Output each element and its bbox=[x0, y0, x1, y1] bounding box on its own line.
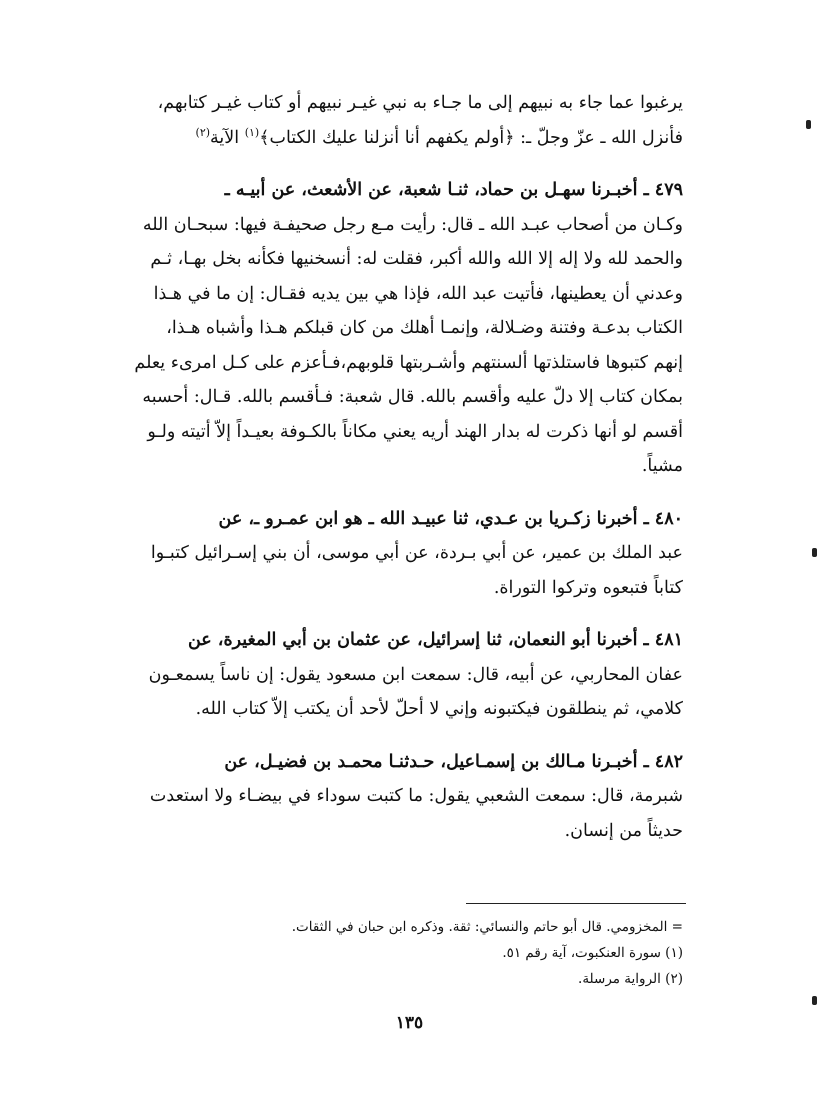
text-line: بمكان كتاب إلا دلّ عليه وأقسم بالله. قال شعبة: فـأقسم بالله. قـال: أحسبه bbox=[142, 387, 683, 407]
hadith-482 bbox=[78, 745, 683, 849]
scan-edge-mark bbox=[812, 548, 817, 557]
hadith-481-lead-text: ـ أخبرنا أبو النعمان، ثنا إسرائيل، عن عثمان بن أبي المغيرة، عن bbox=[187, 630, 649, 650]
text-line: وكـان من أصحاب عبـد الله ـ قال: رأيت مـع رجل صحيفـة فيها: سبحـان الله bbox=[142, 214, 683, 235]
text-line: عبد الملك بن عمير، عن أبي بـردة، عن أبي موسى، أن بني إسـرائيل كتبـوا bbox=[150, 543, 683, 563]
footnote-ref-1[interactable]: (١) bbox=[244, 125, 260, 139]
text-line: الكتاب بدعـة وفتنة وضـلالة، وإنمـا أهلك من كان قبلكم هـذا وأشباه هـذا، bbox=[166, 318, 683, 338]
intro-paragraph bbox=[78, 86, 683, 155]
intro-line-2-a: فأنزل الله ـ عزّ وجلّ ـ: ﴿أولم يكفهم أنا أنزلنا عليك الكتاب﴾ bbox=[259, 127, 683, 148]
hadith-number: ٤٨٢ bbox=[654, 751, 683, 772]
hadith-480-lead bbox=[78, 502, 683, 537]
hadith-480-lead-text: ـ أخبرنا زكـريا بن عـدي، ثنا عبيـد الله ـ هو ابن عمـرو ـ، عن bbox=[218, 508, 649, 529]
text-line: شبرمة، قال: سمعت الشعبي يقول: ما كتبت سوداء في بيضـاء ولا استعدت bbox=[149, 786, 683, 806]
footnote-2: (٢) الرواية مرسلة. bbox=[578, 971, 683, 987]
page-number: ١٣٥ bbox=[395, 1013, 424, 1033]
text-line: إنهم كتبوها فاستلذتها ألسنتهم وأشـربتها قلوبهم،فـأعزم على كـل امرىء يعلم bbox=[134, 352, 683, 373]
footnote-continuation: = المخزومي. قال أبو حاتم والنسائي: ثقة. وذكره ابن حبان في الثقات. bbox=[291, 919, 683, 935]
hadith-480 bbox=[78, 502, 683, 606]
text-line: مشياً. bbox=[641, 456, 683, 476]
scan-edge-mark bbox=[806, 120, 811, 129]
scan-edge-mark bbox=[812, 996, 817, 1005]
text-line: كتاباً فتبعوه وتركوا التوراة. bbox=[493, 577, 683, 598]
text-line: أقسم لو أنها ذكرت له بدار الهند أريه يعني مكاناً بالكـوفة بعيـداً إلاّ أتيته ولـو bbox=[147, 421, 683, 442]
footnotes bbox=[200, 914, 683, 992]
hadith-479-lead bbox=[78, 173, 683, 208]
hadith-482-lead-text: ـ أخبـرنا مـالك بن إسمـاعيل، حـدثنـا محمـد بن فضيـل، عن bbox=[224, 751, 649, 772]
main-text bbox=[78, 86, 683, 866]
intro-line-2 bbox=[78, 121, 683, 156]
intro-line-2-b: الآية bbox=[210, 127, 245, 148]
footnote-1: (١) سورة العنكبوت، آية رقم ٥١. bbox=[502, 945, 683, 961]
hadith-479 bbox=[78, 173, 683, 484]
text-line: عفان المحاربي، عن أبيه، قال: سمعت ابن مسعود يقول: إن ناساً يسمعـون bbox=[148, 664, 683, 685]
footnote-ref-2[interactable]: (٢) bbox=[195, 125, 211, 139]
text-line: كلامي، ثم ينطلقون فيكتبونه وإني لا أحلّ لأحد أن يكتب إلاّ كتاب الله. bbox=[195, 699, 683, 719]
intro-line-1: يرغبوا عما جاء به نبيهم إلى ما جـاء به نبي غيـر نبيهم أو كتاب غيـر كتابهم، bbox=[157, 93, 683, 113]
hadith-number: ٤٧٩ bbox=[654, 180, 683, 200]
text-line: والحمد لله ولا إله إلا الله والله أكبر، فقلت له: أنسخنيها فكأنه بخل بهـا، ثـم bbox=[150, 249, 683, 269]
text-line: حديثاً من إنسان. bbox=[564, 820, 683, 841]
hadith-number: ٤٨١ bbox=[654, 630, 683, 650]
hadith-number: ٤٨٠ bbox=[654, 508, 683, 529]
hadith-482-lead bbox=[78, 745, 683, 780]
hadith-481 bbox=[78, 623, 683, 727]
footnote-divider bbox=[466, 903, 686, 904]
hadith-481-lead bbox=[78, 623, 683, 658]
hadith-479-lead-text: ـ أخبـرنا سهـل بن حماد، ثنـا شعبة، عن الأشعث، عن أبيـه ـ bbox=[224, 180, 649, 200]
text-line: وعدني أن يعطينها، فأتيت عبد الله، فإذا هي بين يديه فقـال: إن ما في هـذا bbox=[153, 283, 683, 304]
